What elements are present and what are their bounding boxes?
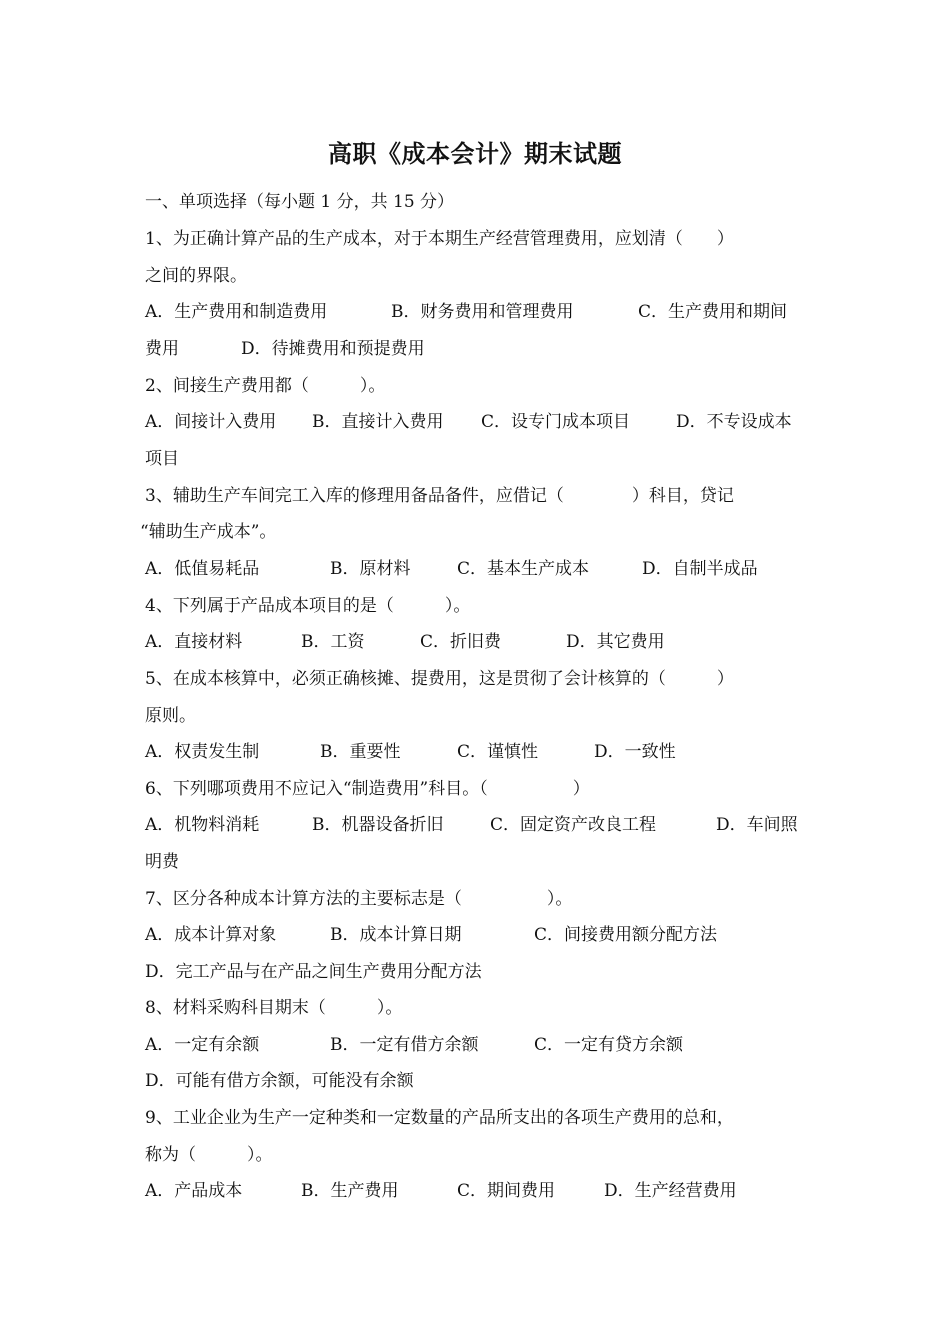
question-3-stem: 3、辅助生产车间完工入库的修理用备品备件，应借记（ ）科目，贷记: [145, 486, 734, 506]
question-7-stem: 7、区分各种成本计算方法的主要标志是（ ）。: [145, 889, 573, 909]
question-4-option-b: B．工资: [301, 632, 365, 652]
question-9-option-a: A．产品成本: [145, 1181, 243, 1201]
question-3-stem-cont: “辅助生产成本”。: [140, 522, 277, 542]
question-1-option-b: B．财务费用和管理费用: [391, 302, 574, 322]
question-5-option-b: B．重要性: [320, 742, 401, 762]
question-1-stem-cont: 之间的界限。: [145, 266, 247, 286]
question-2-option-b: B．直接计入费用: [312, 412, 444, 432]
question-7-option-c: C．间接费用额分配方法: [534, 925, 718, 945]
question-8-option-c: C．一定有贷方余额: [534, 1035, 684, 1055]
question-5-stem: 5、在成本核算中，必须正确核摊、提费用，这是贯彻了会计核算的（ ）: [145, 669, 734, 689]
question-7-option-a: A．成本计算对象: [145, 925, 277, 945]
question-2-option-a: A．间接计入费用: [145, 412, 277, 432]
question-5-option-d: D．一致性: [594, 742, 676, 762]
question-9-option-d: D．生产经营费用: [604, 1181, 737, 1201]
question-4-option-a: A．直接材料: [145, 632, 243, 652]
question-9-stem: 9、工业企业为生产一定种类和一定数量的产品所支出的各项生产费用的总和，: [145, 1108, 734, 1128]
question-7-option-b: B．成本计算日期: [330, 925, 462, 945]
question-2-option-c: C．设专门成本项目: [481, 412, 631, 432]
question-8-option-d: D．可能有借方余额，可能没有余额: [145, 1071, 414, 1091]
question-1-option-d: D．待摊费用和预提费用: [241, 339, 425, 359]
question-6-stem: 6、下列哪项费用不应记入“制造费用”科目。（ ）: [145, 779, 590, 799]
page-title: 高职《成本会计》期末试题: [328, 139, 622, 168]
question-6-option-a: A．机物料消耗: [145, 815, 260, 835]
question-9-option-b: B．生产费用: [301, 1181, 399, 1201]
question-7-option-d: D．完工产品与在产品之间生产费用分配方法: [145, 962, 482, 982]
question-1-stem: 1、为正确计算产品的生产成本，对于本期生产经营管理费用，应划清（ ）: [145, 229, 734, 249]
question-9-stem-cont: 称为（ ）。: [145, 1145, 273, 1165]
question-6-option-c: C．固定资产改良工程: [490, 815, 657, 835]
question-6-option-b: B．机器设备折旧: [312, 815, 444, 835]
question-8-option-a: A．一定有余额: [145, 1035, 260, 1055]
section-heading: 一、单项选择（每小题 1 分，共 15 分）: [145, 192, 455, 212]
question-8-option-b: B．一定有借方余额: [330, 1035, 479, 1055]
question-1-option-c-cont: 费用: [145, 339, 179, 359]
question-3-option-d: D．自制半成品: [642, 559, 758, 579]
question-4-option-c: C．折旧费: [420, 632, 502, 652]
question-2-option-d: D．不专设成本: [676, 412, 792, 432]
question-2-option-d-cont: 项目: [145, 449, 179, 469]
question-2-stem: 2、间接生产费用都（ ）。: [145, 376, 386, 396]
question-3-option-c: C．基本生产成本: [457, 559, 590, 579]
question-5-option-a: A．权责发生制: [145, 742, 260, 762]
question-9-option-c: C．期间费用: [457, 1181, 556, 1201]
question-4-stem: 4、下列属于产品成本项目的是（ ）。: [145, 596, 471, 616]
question-5-option-c: C．谨慎性: [457, 742, 539, 762]
question-3-option-a: A．低值易耗品: [145, 559, 260, 579]
question-1-option-c: C．生产费用和期间: [638, 302, 788, 322]
question-6-option-d: D．车间照: [716, 815, 798, 835]
question-1-option-a: A．生产费用和制造费用: [145, 302, 328, 322]
question-6-option-d-cont: 明费: [145, 852, 179, 872]
question-5-stem-cont: 原则。: [145, 706, 196, 726]
question-4-option-d: D．其它费用: [566, 632, 665, 652]
question-8-stem: 8、材料采购科目期末（ ）。: [145, 998, 403, 1018]
question-3-option-b: B．原材料: [330, 559, 411, 579]
